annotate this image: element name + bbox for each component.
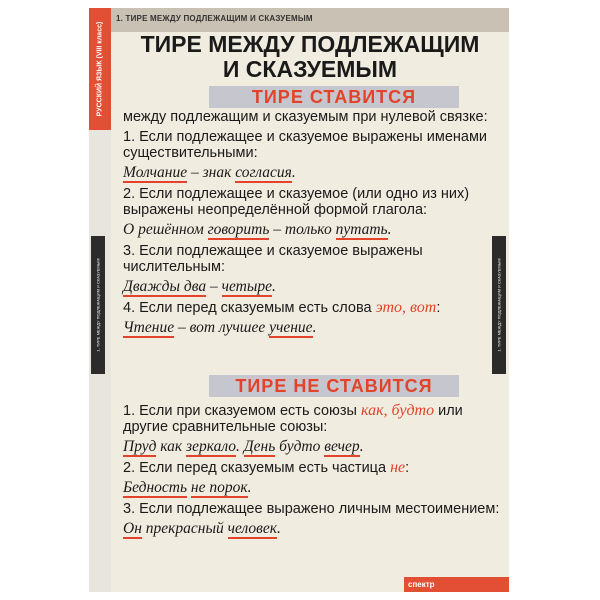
example-4 bbox=[123, 319, 508, 337]
highlight-words: как, будто bbox=[360, 402, 435, 419]
example-3 bbox=[123, 278, 508, 296]
predicate-word: учение bbox=[269, 319, 313, 336]
small-title: 1. ТИРЕ МЕЖДУ ПОДЛЕЖАЩИМ И СКАЗУЕМЫМ bbox=[116, 14, 313, 23]
predicate-word: вечер bbox=[324, 438, 360, 455]
highlight-words: это, вот bbox=[375, 299, 437, 316]
example-end: . bbox=[359, 438, 364, 455]
section-dash-used-content bbox=[123, 109, 508, 337]
left-side-bar bbox=[91, 236, 105, 374]
rule-1: 1. Если подлежащее и сказуемое выражены именами существительными: bbox=[123, 129, 488, 161]
section-heading-dash-used: ТИРЕ СТАВИТСЯ bbox=[209, 86, 459, 108]
title-line-2: И СКАЗУЕМЫМ bbox=[222, 56, 398, 82]
example-text: – только bbox=[269, 221, 336, 238]
rule-2: 2. Если подлежащее и сказуемое (или одно из них) выражены неопределённой формой глагола: bbox=[123, 186, 470, 218]
predicate-word: путать bbox=[335, 221, 388, 238]
right-side-bar-label: 1. ТИРЕ МЕЖДУ ПОДЛЕЖАЩИМ И СКАЗУЕМЫМ bbox=[496, 258, 502, 352]
rule-4-text: 4. Если перед сказуемым есть слова bbox=[123, 300, 376, 316]
poster bbox=[89, 8, 509, 592]
example-1 bbox=[123, 164, 508, 182]
title-line-1: ТИРЕ МЕЖДУ ПОДЛЕЖАЩИМ bbox=[140, 31, 480, 57]
example-end: . bbox=[387, 221, 392, 238]
predicate-word: человек bbox=[227, 520, 278, 537]
example-end: . bbox=[291, 164, 296, 181]
predicate-word: зеркало bbox=[186, 438, 237, 455]
rule-1-end: или другие сравнительные союзы: bbox=[123, 403, 463, 435]
rule-1 bbox=[123, 403, 508, 435]
example-text: . bbox=[236, 438, 244, 455]
predicate-word: не порок bbox=[190, 479, 248, 496]
rule-2 bbox=[123, 460, 508, 476]
subject-word: Пруд bbox=[123, 438, 157, 455]
subject-word: Дважды два bbox=[123, 278, 207, 295]
example-text: прекрасный bbox=[141, 520, 228, 537]
subject-word: Он bbox=[123, 520, 142, 537]
example-text: – знак bbox=[187, 164, 236, 181]
subject-side-tab bbox=[89, 8, 111, 130]
page-title bbox=[111, 32, 509, 82]
subject-label: РУССКИЙ ЯЗЫК (VIII класс) bbox=[96, 21, 104, 117]
subject-word: Молчание bbox=[123, 164, 188, 181]
rule-3: 3. Если подлежащее выражено личным местоимением: bbox=[123, 501, 500, 517]
rule-1-text: 1. Если при сказуемом есть союзы bbox=[123, 403, 361, 419]
subject-word: День bbox=[243, 438, 276, 455]
rule-3: 3. Если подлежащее и сказуемое выражены числительным: bbox=[123, 243, 423, 275]
subject-word: Чтение bbox=[123, 319, 175, 336]
left-side-bar-label: 1. ТИРЕ МЕЖДУ ПОДЛЕЖАЩИМ И СКАЗУЕМЫМ bbox=[95, 258, 101, 352]
highlight-word: не bbox=[390, 459, 406, 476]
predicate-word: согласия bbox=[235, 164, 292, 181]
example-text: – вот лучшее bbox=[174, 319, 270, 336]
example-text: будто bbox=[275, 438, 325, 455]
rule-2-end: : bbox=[405, 460, 410, 476]
rule-2-text: 2. Если перед сказуемым есть частица bbox=[123, 460, 391, 476]
example-end: . bbox=[277, 520, 281, 537]
publisher-logo-text: спектр bbox=[408, 580, 435, 589]
example-text: как bbox=[156, 438, 187, 455]
example-3 bbox=[123, 520, 508, 538]
example-1 bbox=[123, 438, 508, 456]
rule-4 bbox=[123, 300, 508, 316]
example-end: . bbox=[312, 319, 317, 336]
header-strip bbox=[111, 8, 509, 32]
publisher-footer bbox=[404, 577, 509, 592]
example-text: – bbox=[206, 278, 222, 295]
rule-4-end: : bbox=[436, 300, 441, 316]
example-end: . bbox=[247, 479, 252, 496]
predicate-word: четыре bbox=[221, 278, 272, 295]
example-end: . bbox=[271, 278, 276, 295]
intro-text: между подлежащим и сказуемым при нулевой связке: bbox=[123, 109, 488, 125]
example-text: О решённом bbox=[123, 221, 208, 238]
section-heading-dash-not-used: ТИРЕ НЕ СТАВИТСЯ bbox=[209, 375, 459, 397]
example-2 bbox=[123, 479, 508, 497]
example-2 bbox=[123, 221, 508, 239]
section-dash-not-used-content bbox=[123, 403, 508, 538]
subject-word: Бедность bbox=[123, 479, 188, 496]
subject-word: говорить bbox=[207, 221, 270, 238]
